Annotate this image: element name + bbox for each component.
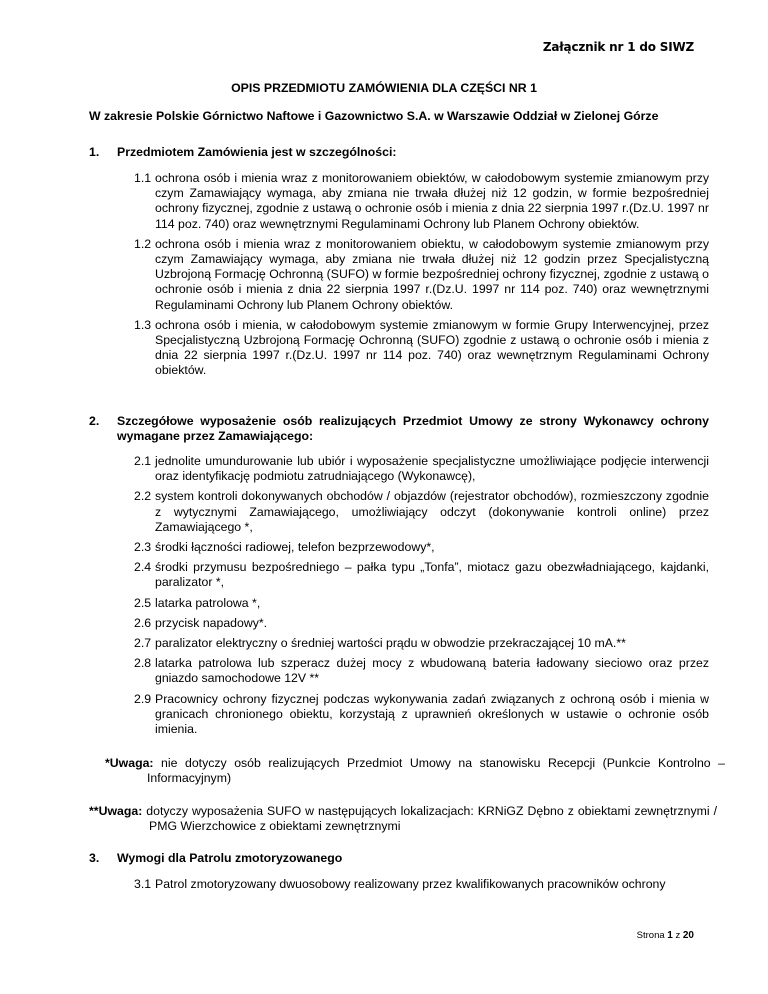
- item-text: jednolite umundurowanie lub ubiór i wyposażenie specjalistyczne umożliwiające podjęcie interwencji oraz identyfikację podmiotu zatrudniającego (Wykonawcę),: [155, 454, 709, 484]
- item-text: paralizator elektryczny o średniej wartości prądu w obwodzie przekraczającej 10 mA.**: [155, 636, 626, 651]
- item-number: 3.1: [134, 877, 152, 891]
- item-number: 2.1: [134, 454, 152, 468]
- section-number: 1.: [89, 145, 100, 159]
- subtitle: W zakresie Polskie Górnictwo Naftowe i Gazownictwo S.A. w Warszawie Oddział w Zielonej Górze: [89, 109, 659, 123]
- item-text: środki przymusu bezpośredniego – pałka typu „Tonfa”, miotacz gazu obezwładniającego, kajdanki, paralizator *,: [155, 560, 709, 590]
- section-2: [89, 414, 709, 737]
- list-item: [134, 877, 709, 892]
- footer-sep: z: [675, 930, 681, 941]
- list-item: [134, 616, 709, 631]
- note-label: **Uwaga:: [89, 804, 143, 818]
- section-number: 3.: [89, 851, 100, 865]
- list-item: [134, 171, 709, 232]
- item-text: ochrona osób i mienia, w całodobowym systemie zmianowym w formie Grupy Interwencyjnej, przez Specjalistyczną Uzbrojoną Formację Ochronną (SUFO) zgodnie z ustawą o ochronie osób i mienia z dnia 22 sierpnia 1997 r.(Dz.U. 1997 nr 114 poz. 740) oraz wewnętrznym Regulaminami Ochrony obiektów.: [155, 317, 709, 378]
- list-item: [134, 596, 709, 611]
- item-number: 2.9: [134, 691, 152, 706]
- list-item: [134, 489, 709, 535]
- item-text: Pracownicy ochrony fizycznej podczas wykonywania zadań związanych z ochroną osób i mienia w granicach chronionego obiektu, korzystają z uprawnień określonych w ustawie o ochronie osób imienia.: [155, 691, 709, 737]
- item-number: 2.4: [134, 560, 152, 575]
- list-item: [134, 237, 709, 313]
- section-heading: [89, 851, 709, 866]
- item-text: latarka patrolowa lub szperacz dużej mocy z wbudowaną bateria ładowany sieciowo oraz przez gniazdo samochodowe 12V **: [155, 656, 709, 686]
- item-text: ochrona osób i mienia wraz z monitorowaniem obiektu, w całodobowym systemie zmianowym przy czym Zamawiający wymaga, aby zmiana nie trwała dłużej niż 12 godzin przez Specjalistyczną Uzbrojoną Formację Ochronną (SUFO) w formie bezpośredniej ochrony fizycznej, zgodnie z ustawą o ochronie osób i mienia z dnia 22 sierpnia 1997 r.(Dz.U. 1997 nr 114 poz. 740) oraz wewnętrznymi Regulaminami Ochrony lub Planem Ochrony obiektów.: [155, 236, 709, 312]
- list-item: [134, 636, 709, 651]
- page-title: OPIS PRZEDMIOTU ZAMÓWIENIA DLA CZĘŚCI NR 1: [231, 81, 537, 95]
- item-text: środki łączności radiowej, telefon bezprzewodowy*,: [155, 540, 435, 555]
- current-page: 1: [667, 930, 673, 941]
- item-number: 2.8: [134, 656, 152, 671]
- item-number: 2.2: [134, 489, 152, 504]
- note-text: nie dotyczy osób realizujących Przedmiot Umowy na stanowisku Recepcji (Punkcie Kontrolno – Informacyjnym): [147, 756, 725, 786]
- note-label: *Uwaga:: [105, 756, 154, 770]
- section-3: [89, 851, 709, 892]
- item-text: Patrol zmotoryzowany dwuosobowy realizowany przez kwalifikowanych pracowników ochrony: [155, 877, 666, 891]
- section-heading: [89, 414, 709, 444]
- item-number: 1.3: [134, 317, 152, 332]
- section-title: Wymogi dla Patrolu zmotoryzowanego: [117, 851, 343, 865]
- footer-prefix: Strona: [636, 930, 665, 941]
- item-number: 1.1: [134, 171, 152, 185]
- item-number: 2.3: [134, 540, 152, 555]
- total-pages: 20: [682, 930, 694, 941]
- list-item: [134, 692, 709, 738]
- section-title: Szczegółowe wyposażenie osób realizujących Przedmiot Umowy ze strony Wykonawcy ochrony wymagane przez Zamawiającego:: [117, 414, 709, 443]
- list-item: [134, 318, 709, 379]
- item-text: system kontroli dokonywanych obchodów / objazdów (rejestrator obchodów), rozmieszczony zgodnie z wytycznymi Zamawiającego, umożliwiający odczyt (dokonywanie kontroli online) przez Zamawiającego *,: [155, 489, 709, 534]
- section-title: Przedmiotem Zamówienia jest w szczególności:: [117, 145, 397, 159]
- item-number: 2.6: [134, 615, 152, 630]
- item-text: latarka patrolowa *,: [155, 595, 261, 610]
- note-1: [97, 756, 725, 786]
- list-item: [134, 656, 709, 686]
- attachment-label: Załącznik nr 1 do SIWZ: [542, 40, 694, 54]
- item-text: ochrona osób i mienia wraz z monitorowaniem obiektów, w całodobowym systemie zmianowym przy czym Zamawiający wymaga, aby zmiana nie trwała dłużej niż 12 godzin, w formie bezpośredniej ochrony fizycznej, zgodnie z ustawą o ochronie osób i mienia z dnia 22 sierpnia 1997 r.(Dz.U. 1997 nr 114 poz. 740) oraz wewnętrznymi Regulaminami Ochrony lub Planem Ochrony obiektów.: [155, 171, 709, 231]
- section-1: [89, 145, 709, 379]
- section-heading: [89, 145, 709, 160]
- item-text: przycisk napadowy*.: [155, 615, 268, 630]
- list-item: [134, 560, 709, 590]
- note-2: [89, 804, 717, 834]
- page-footer: [637, 930, 694, 941]
- item-number: 1.2: [134, 236, 152, 251]
- list-item: [134, 540, 709, 555]
- section-number: 2.: [89, 414, 100, 428]
- item-number: 2.5: [134, 595, 152, 610]
- item-number: 2.7: [134, 636, 152, 651]
- list-item: [134, 454, 709, 484]
- note-text: dotyczy wyposażenia SUFO w następujących lokalizacjach: KRNiGZ Dębno z obiektami zewnętrznymi / PMG Wierzchowice z obiektami zewnętrznymi: [146, 804, 717, 834]
